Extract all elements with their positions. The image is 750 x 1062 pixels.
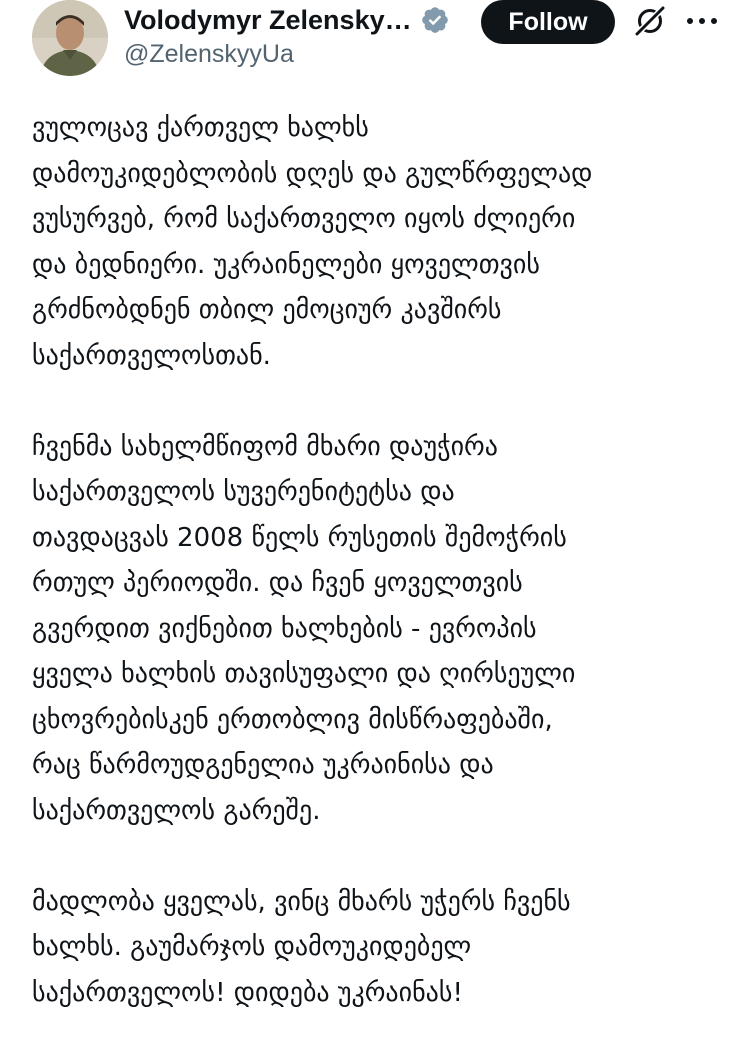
tweet-line: ვულოცავ ქართველ ხალხს <box>32 113 369 143</box>
tweet-paragraph <box>32 425 732 835</box>
tweet-line: საქართველოს გარეშე. <box>32 795 321 826</box>
more-options-icon[interactable] <box>682 6 722 36</box>
verified-badge-icon[interactable] <box>420 5 450 35</box>
tweet-line: საქართველოს სუვერენიტეტსა და <box>32 477 455 507</box>
author-display-name[interactable]: Volodymyr Zelensky… <box>124 4 412 35</box>
tweet-line: რაც წარმოუდგენელია უკრაინისა და <box>32 750 494 780</box>
tweet-line: გრძნობდნენ თბილ ემოციურ კავშირს <box>32 295 502 325</box>
tweet-line: ცხოვრებისკენ ერთობლივ მისწრაფებაში, <box>32 704 553 735</box>
tweet-line: მადლობა ყველას, ვინც მხარს უჭერს ჩვენს <box>32 886 571 917</box>
avatar[interactable] <box>32 0 108 76</box>
tweet-paragraph <box>32 880 732 1017</box>
tweet-line: რთულ პერიოდში. და ჩვენ ყოველთვის <box>32 568 523 598</box>
tweet-line: ხალხს. გაუმარჯოს დამოუკიდებელ <box>32 932 472 962</box>
author-handle[interactable]: @ZelenskyyUa <box>124 40 294 68</box>
tweet-line: თავდაცვას 2008 წელს რუსეთის შემოჭრის <box>32 522 567 553</box>
tweet-line: და ბედნიერი. უკრაინელები ყოველთვის <box>32 249 540 280</box>
tweet-line: ვუსურვებ, რომ საქართველო იყოს ძლიერი <box>32 204 576 234</box>
tweet-header <box>0 0 750 90</box>
tweet-line: საქართველოს! დიდება უკრაინას! <box>32 977 463 1008</box>
tweet-line: გვერდით ვიქნებით ხალხების - ევროპის <box>32 613 537 644</box>
follow-button[interactable]: Follow <box>481 0 615 44</box>
grok-icon[interactable] <box>633 4 667 38</box>
tweet-paragraph <box>32 106 732 379</box>
avatar-image <box>32 0 108 76</box>
tweet-line: დამოუკიდებლობის დღეს და გულწრფელად <box>32 158 593 189</box>
author-name-row <box>124 0 450 40</box>
tweet-line: ჩვენმა სახელმწიფომ მხარი დაუჭირა <box>32 431 498 462</box>
tweet-line: ყველა ხალხის თავისუფალი და ღირსეული <box>32 659 576 689</box>
tweet-line: საქართველოსთან. <box>32 340 271 371</box>
tweet-text <box>32 106 732 1062</box>
